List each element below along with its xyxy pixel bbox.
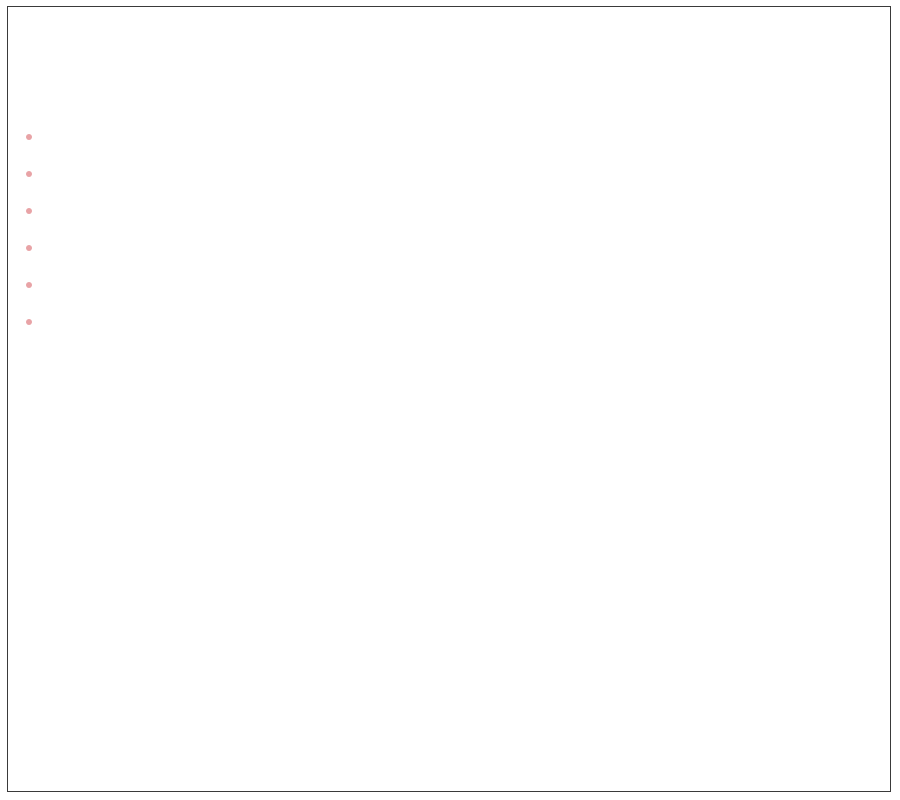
- bullet-icon: [26, 134, 32, 140]
- bullet-icon: [26, 282, 32, 288]
- table-row: [8, 156, 892, 193]
- table-row: [8, 193, 892, 230]
- bullet-icon: [26, 245, 32, 251]
- table-row: [8, 304, 892, 341]
- bullet-icon: [26, 319, 32, 325]
- table-row: [8, 267, 892, 304]
- bullet-icon: [26, 171, 32, 177]
- table-row: [8, 119, 892, 156]
- table-row: [8, 230, 892, 267]
- bullet-icon: [26, 208, 32, 214]
- table-body: [8, 119, 892, 341]
- table-frame: [7, 6, 891, 792]
